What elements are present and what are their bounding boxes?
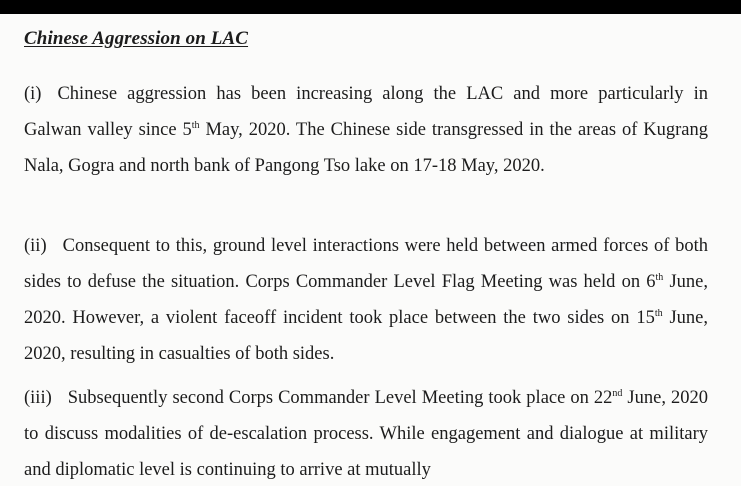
top-dark-border [0,0,741,14]
paragraph-number: (iii) [24,388,52,408]
paragraph-text: June, 2020, resulting in casualties of both sides. [24,308,708,364]
paragraph-1 [24,76,708,184]
paragraph-text: May, 2020. The Chinese side transgressed in the areas of Kugrang Nala, Gogra and north bank of Pangong Tso lake on 17-18 May, 2020. [24,120,709,176]
ordinal-suffix: th [655,271,664,283]
paragraph-text: Chinese aggression has been increasing along the LAC and more particularly in Galwan valley since 5 [24,84,708,140]
ordinal-suffix: nd [612,387,623,399]
paragraph-text: Consequent to this, ground level interactions were held between armed forces of both sides to defuse the situation. Corps Commander Level Flag Meeting was held on 6 [24,236,708,292]
paragraph-number: (ii) [24,236,47,256]
paragraph-3 [24,380,708,488]
paragraph-text: June, 2020 to discuss modalities of de-escalation process. While engagement and dialogue at military and diplomatic level is continuing to arrive at mutually [24,388,708,480]
ordinal-suffix: th [191,119,200,131]
paragraph-number: (i) [24,84,42,104]
paragraph-text: Subsequently second Corps Commander Level Meeting took place on 22 [67,388,613,408]
document-heading: Chinese Aggression on LAC [24,28,249,49]
paragraph-2 [24,228,708,372]
ordinal-suffix: th [654,307,663,319]
paragraph-text: June, 2020. However, a violent faceoff incident took place between the two sides on 15 [24,272,709,328]
